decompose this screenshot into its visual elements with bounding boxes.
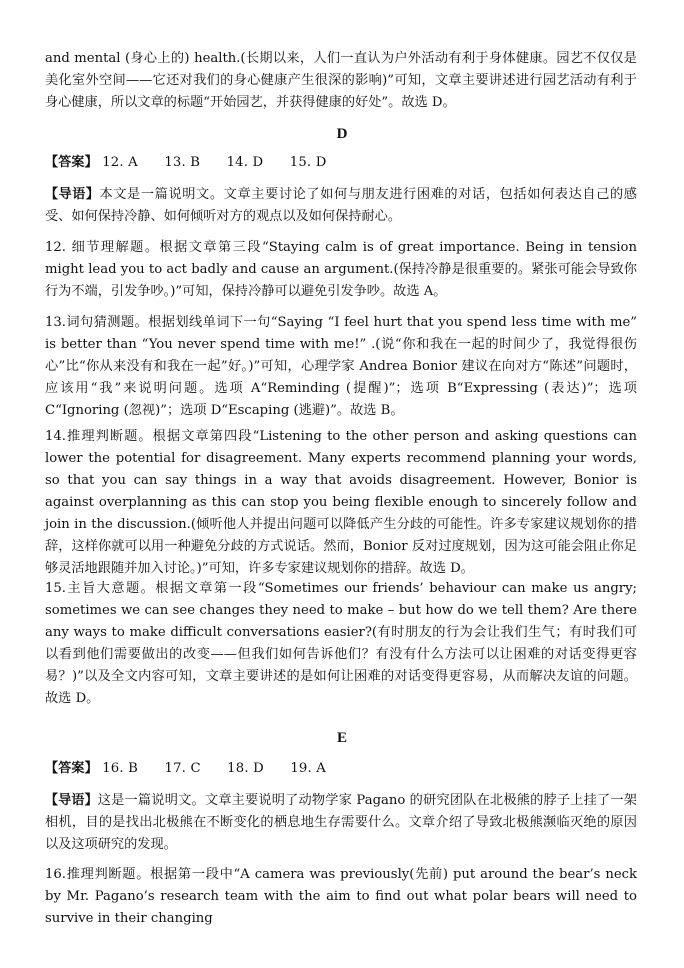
answer-tag: 【答案】 xyxy=(45,761,98,776)
section-e-guide xyxy=(45,790,637,856)
section-d-guide xyxy=(45,184,637,228)
question-15-explanation: 15.主旨大意题。根据文章第一段“Sometimes our friends’ behaviour can make us angry; sometimes we can see changes they need to make – but how do we tell them? Are there any ways to make difficult conversations easier?(有时朋友的行为会让我们生气；有时我们可以看到他们需要做出的改变——但我们如何告诉他们？有没有什么方法可以让困难的对话变得更容易？)”以及全文内容可知，文章主要讲述的是如何让困难的对话变得更容易，从而解决友谊的问题。故选 D。 xyxy=(45,581,637,706)
section-e-heading: E xyxy=(336,730,347,746)
intro-paragraph: and mental (身心上的) health.(长期以来，人们一直认为户外活动有利于身体健康。园艺不仅仅是美化室外空间——它还对我们的身心健康产生很深的影响)”可知，文章主要讲述进行园艺活动有利于身心健康，所以文章的标题“开始园艺，并获得健康的好处”。故选 D。 xyxy=(45,51,637,110)
section-d-heading: D xyxy=(336,126,348,142)
answer-item: 18. D xyxy=(227,761,264,776)
guide-text: 这是一篇说明文。文章主要说明了动物学家 Pagano 的研究团队在北极熊的脖子上挂了一架相机，目的是找出北极熊在不断变化的栖息地生存需要什么。文章介绍了导致北极熊濒临灭绝的原因以及这项研究的发现。 xyxy=(45,793,637,852)
question-12-explanation: 12. 细节理解题。根据文章第三段“Staying calm is of great importance. Being in tension might lead you to act badly and cause an argument.(保持冷静是很重要的。紧张可能会导致你行为不端，引发争吵。)”可知，保持冷静可以避免引发争吵。故选 A。 xyxy=(45,240,637,299)
guide-tag: 【导语】 xyxy=(45,793,98,808)
answer-item: 19. A xyxy=(290,761,327,776)
answer-item: 13. B xyxy=(164,155,201,170)
answer-item: 12. A xyxy=(102,155,138,170)
question-16-explanation: 16.推理判断题。根据第一段中“A camera was previously(先前) put around the bear’s neck by Mr. Pagano’s research team with the aim to find out what polar bears will need to survive in their changing xyxy=(45,867,637,926)
section-e-answers xyxy=(45,758,637,780)
answer-item: 14. D xyxy=(226,155,264,170)
answer-item: 15. D xyxy=(289,155,327,170)
answer-item: 16. B xyxy=(102,761,139,776)
section-d-answers xyxy=(45,152,637,174)
question-14-explanation: 14.推理判断题。根据文章第四段“Listening to the other person and asking questions can lower the potential for disagreement. Many experts recommend planning your words, so that you can say things in a way that avoids disagreement. However, Bonior is against overplanning as this can stop you being flexible enough to sincerely follow and join in the discussion.(倾听他人并提出问题可以降低产生分歧的可能性。许多专家建议规划你的措辞，这样你就可以用一种避免分歧的方式说话。然而，Bonior 反对过度规划，因为这可能会阻止你足够灵活地跟随并加入讨论。)”可知，许多专家建议规划你的措辞。故选 D。 xyxy=(45,429,637,576)
guide-tag: 【导语】 xyxy=(45,187,100,202)
question-13-explanation: 13.词句猜测题。根据划线单词下一句“Saying “I feel hurt that you spend less time with me” is better than “You never spend time with me!” .(说“你和我在一起的时间少了，我觉得很伤心”比“你从来没有和我在一起”好。)”可知，心理学家 Andrea Bonior 建议在向对方“陈述”问题时，应该用“我”来说明问题。选项 A“Reminding (提醒)”；选项 B“Expressing (表达)”；选项 C“Ignoring (忽视)”；选项 D“Escaping (逃避)”。故选 B。 xyxy=(45,315,637,418)
guide-text: 本文是一篇说明文。文章主要讨论了如何与朋友进行困难的对话，包括如何表达自己的感受、如何保持冷静、如何倾听对方的观点以及如何保持耐心。 xyxy=(45,187,637,224)
answer-tag: 【答案】 xyxy=(45,155,98,170)
answer-item: 17. C xyxy=(164,761,201,776)
